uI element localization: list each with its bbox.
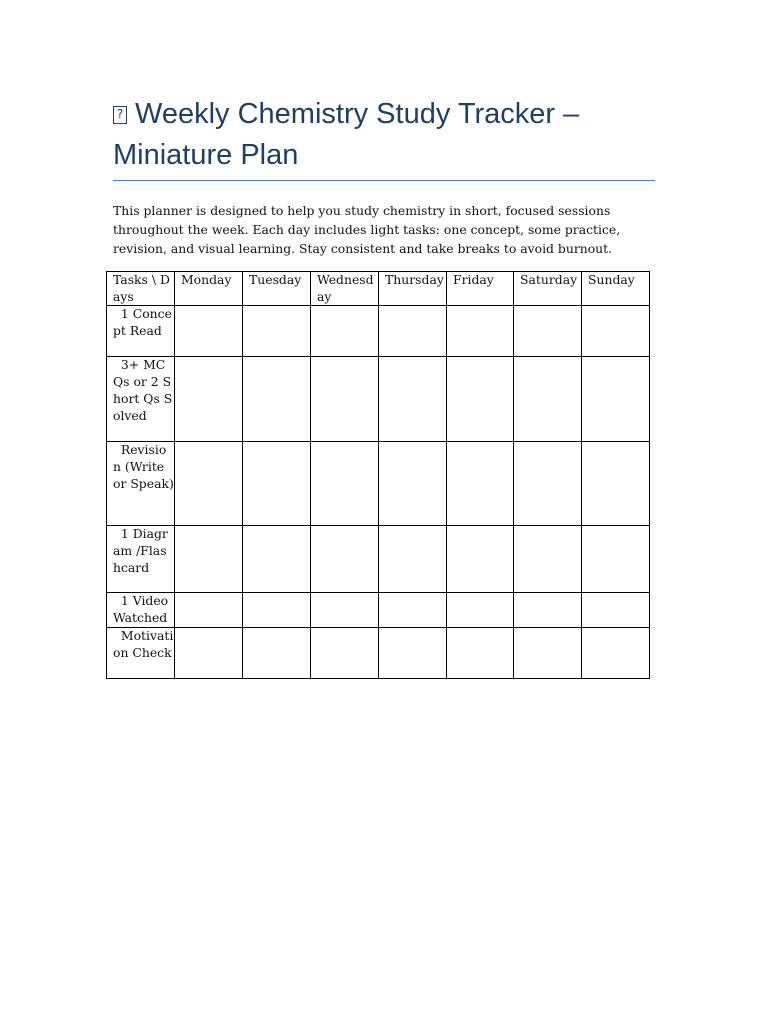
day-cell [243, 306, 311, 357]
day-cell [447, 357, 514, 442]
day-cell [447, 593, 514, 627]
day-cell [379, 306, 447, 357]
header-label: Tuesday [249, 272, 302, 287]
day-cell [582, 526, 650, 593]
task-cell [107, 442, 175, 526]
day-cell [582, 442, 650, 526]
day-cell [175, 627, 243, 678]
task-cell [107, 627, 175, 678]
day-cell [379, 357, 447, 442]
day-cell [447, 306, 514, 357]
header-cell-saturday [514, 272, 582, 306]
task-label: 1 Concept Read [113, 306, 172, 339]
day-cell [379, 593, 447, 627]
day-cell [175, 306, 243, 357]
day-cell [243, 442, 311, 526]
day-cell [582, 593, 650, 627]
table-row [107, 306, 650, 357]
header-label: Tasks \ Days [113, 272, 170, 304]
header-cell-thursday [379, 272, 447, 306]
task-label: 3+ MCQs or 2 Short Qs Solved [113, 357, 173, 423]
intro-paragraph: This planner is designed to help you study chemistry in short, focused sessions throughout the week. Each day includes light tasks: one concept, some practice, revision, and visual learning. Stay consistent and take breaks to avoid burnout. [113, 203, 621, 256]
day-cell [447, 442, 514, 526]
day-cell [311, 526, 379, 593]
day-cell [514, 627, 582, 678]
day-cell [175, 526, 243, 593]
header-cell-tasks-days [107, 272, 175, 306]
day-cell [379, 526, 447, 593]
task-label: 1 Video Watched [113, 593, 173, 626]
header-cell-monday [175, 272, 243, 306]
day-cell [514, 357, 582, 442]
day-cell [447, 526, 514, 593]
day-cell [243, 526, 311, 593]
day-cell [243, 627, 311, 678]
header-label: Monday [181, 272, 232, 287]
day-cell [379, 442, 447, 526]
day-cell [379, 627, 447, 678]
task-cell [107, 306, 175, 357]
header-label: Thursday [385, 272, 444, 287]
day-cell [582, 306, 650, 357]
table-row [107, 627, 650, 678]
day-cell [311, 357, 379, 442]
table-row [107, 357, 650, 442]
task-cell [107, 593, 175, 627]
day-cell [514, 442, 582, 526]
day-cell [514, 526, 582, 593]
title-divider [113, 180, 655, 181]
header-label: Friday [453, 272, 494, 287]
task-cell [107, 357, 175, 442]
day-cell [447, 627, 514, 678]
study-tracker-table [106, 271, 650, 679]
task-label: Motivation Check [113, 627, 174, 660]
day-cell [514, 593, 582, 627]
day-cell [311, 442, 379, 526]
day-cell [311, 593, 379, 627]
table-row [107, 593, 650, 627]
header-cell-friday [447, 272, 514, 306]
day-cell [243, 593, 311, 627]
task-label: 1 Diagram /Flashcard [113, 526, 168, 575]
day-cell [243, 357, 311, 442]
day-cell [175, 357, 243, 442]
task-label: Revision (Write or Speak) [113, 442, 174, 491]
table-header-row [107, 272, 650, 306]
day-cell [311, 627, 379, 678]
day-cell [582, 627, 650, 678]
unknown-glyph-icon [113, 106, 127, 124]
header-label: Wednesday [317, 272, 374, 304]
day-cell [311, 306, 379, 357]
header-cell-wednesday [311, 272, 379, 306]
task-cell [107, 526, 175, 593]
header-cell-sunday [582, 272, 650, 306]
day-cell [175, 593, 243, 627]
day-cell [582, 357, 650, 442]
table-row [107, 442, 650, 526]
day-cell [175, 442, 243, 526]
day-cell [514, 306, 582, 357]
page-title [113, 94, 658, 176]
header-label: Sunday [588, 272, 635, 287]
table-row [107, 526, 650, 593]
header-cell-tuesday [243, 272, 311, 306]
page-title-text: Weekly Chemistry Study Tracker – Miniature Plan [113, 98, 580, 171]
header-label: Saturday [520, 272, 578, 287]
